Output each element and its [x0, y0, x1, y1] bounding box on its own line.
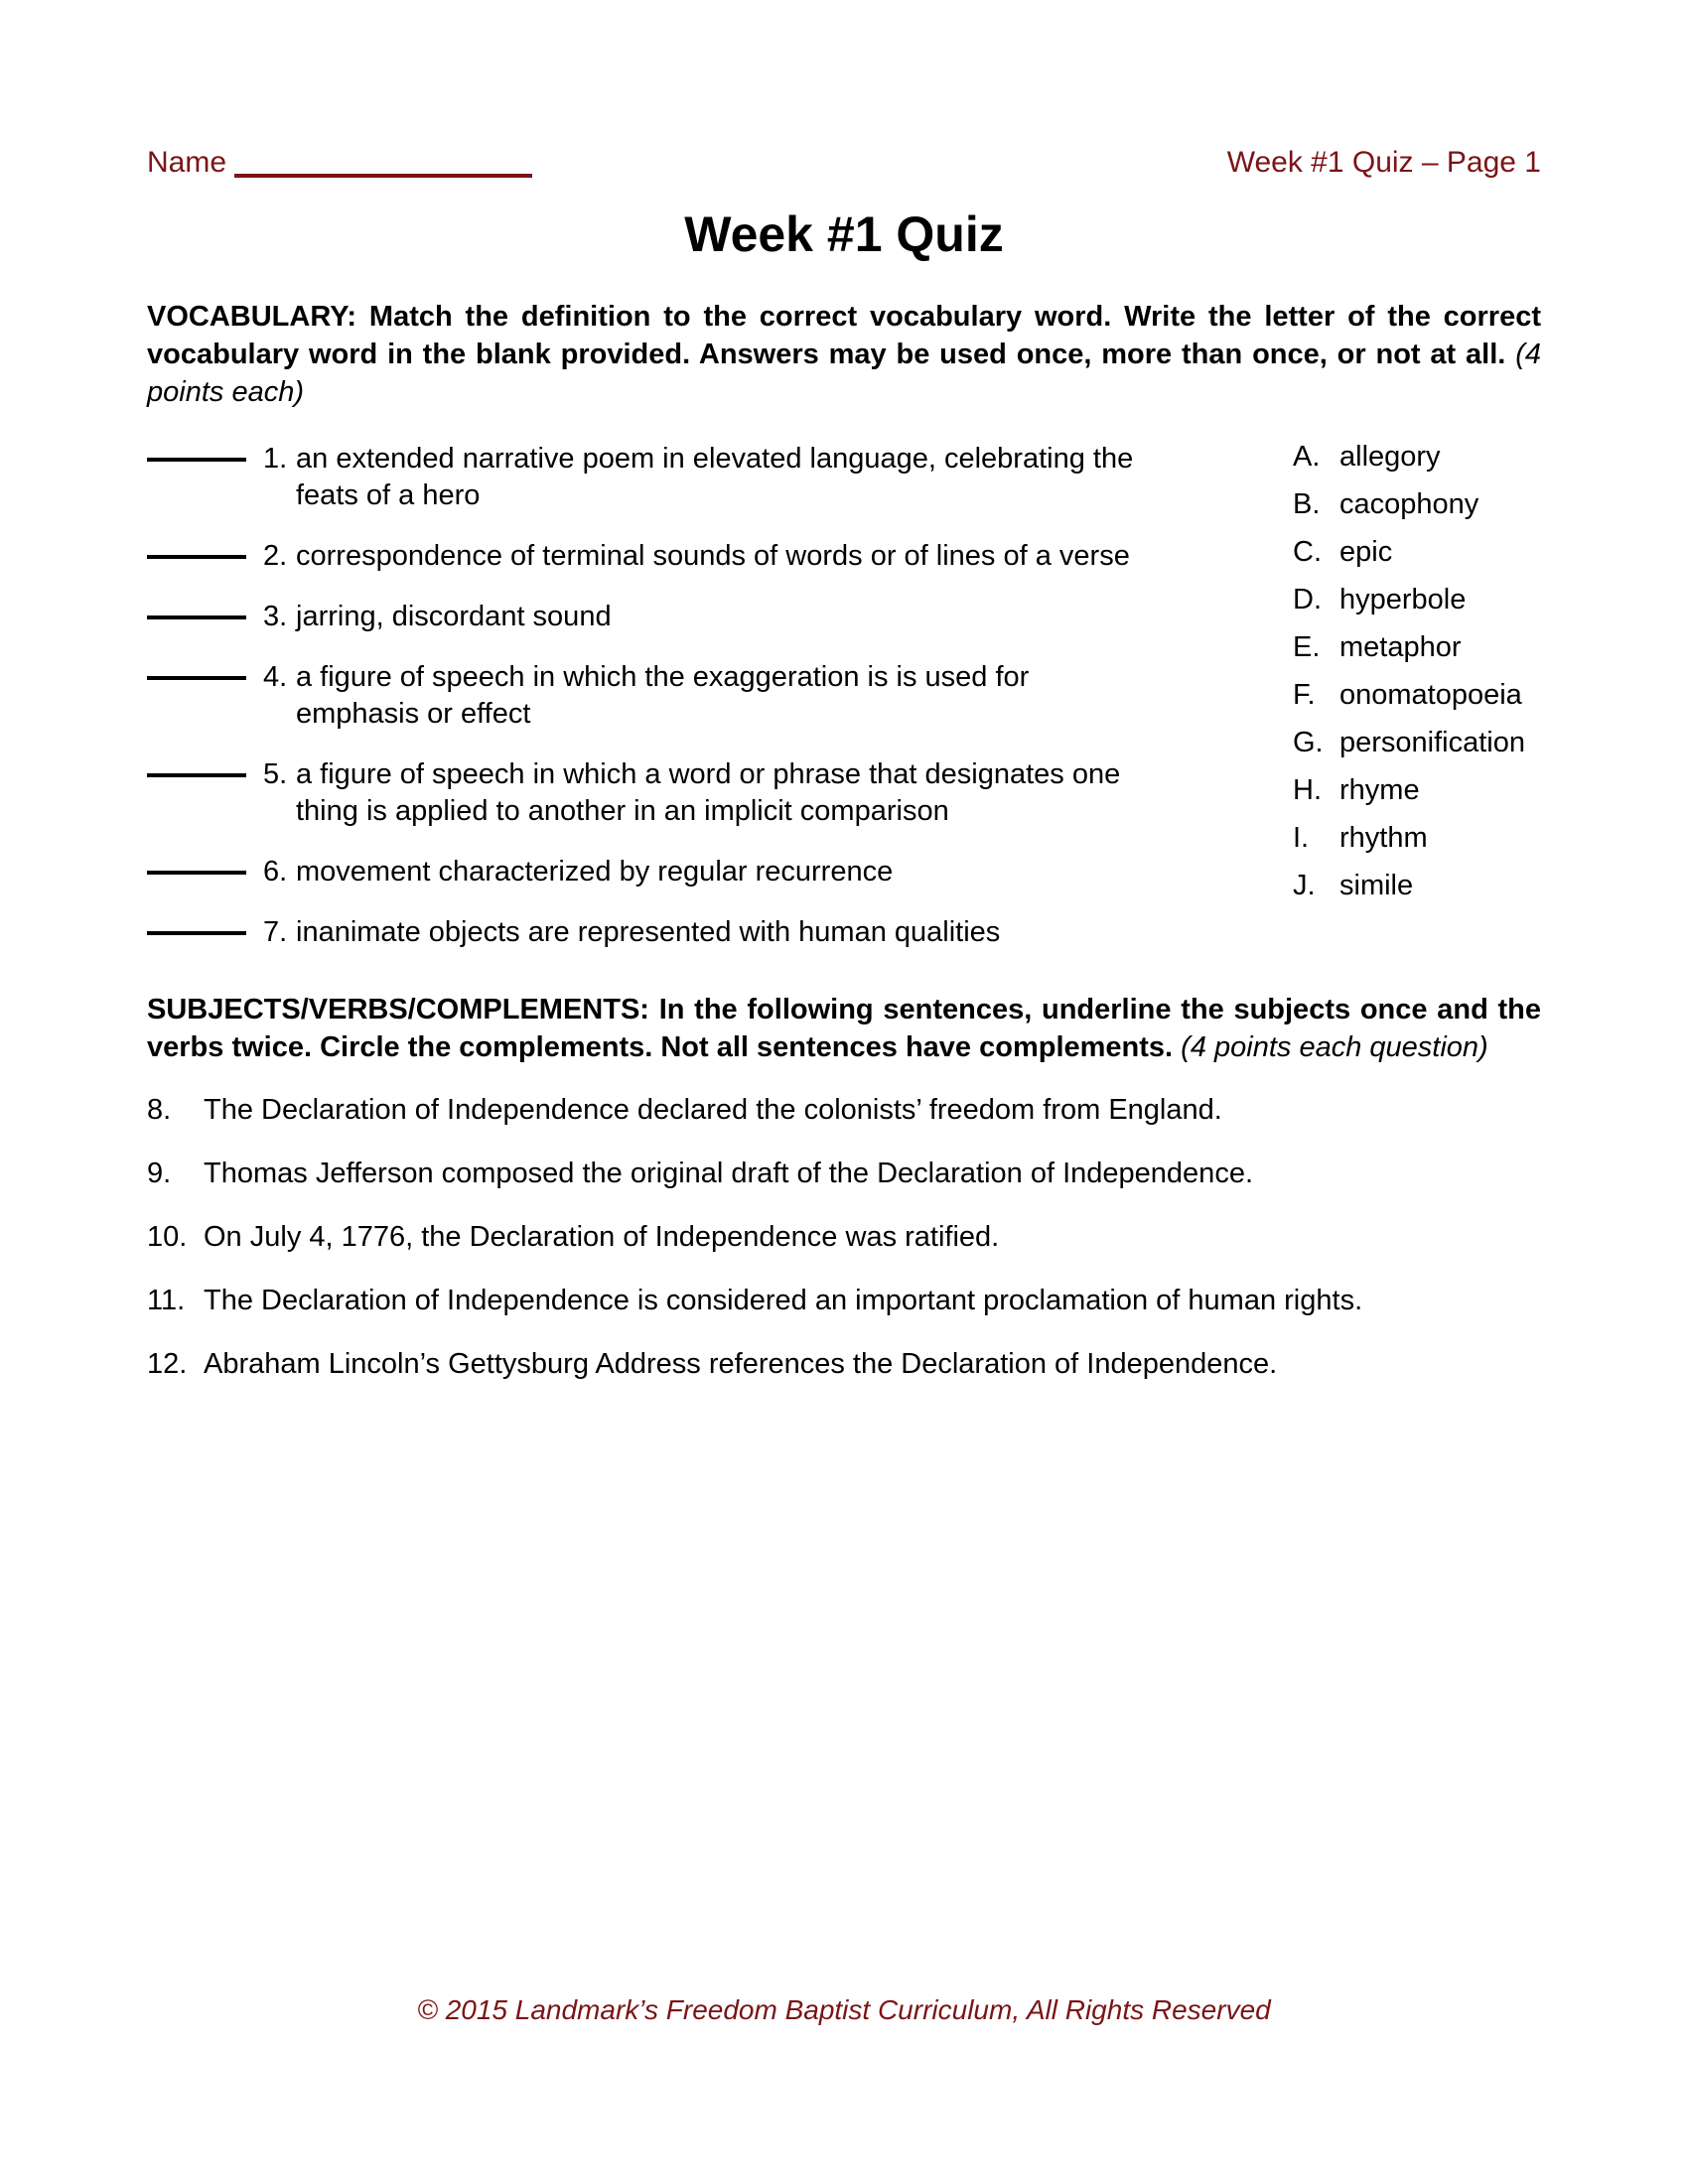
- matching-section: [147, 441, 1541, 975]
- word-bank-row-B: [1293, 490, 1541, 519]
- item-number: 4.: [263, 661, 288, 693]
- svc-points-note: (4 points each question): [1181, 1031, 1488, 1063]
- item-number: 6.: [263, 856, 288, 887]
- sentence-row-9: [147, 1156, 1541, 1192]
- svc-instructions-text: In the following sentences, underline the subjects once and the verbs twice. Circle the complements. Not all sentences have complements.: [147, 994, 1542, 1063]
- vocabulary-instructions-text: Match the definition to the correct vocabulary word. Write the letter of the correct vocabulary word in the blank provided. Answers may be used once, more than once, or not at all.: [147, 301, 1541, 370]
- sentence-row-10: [147, 1219, 1541, 1256]
- sentence-number: 11.: [147, 1285, 186, 1316]
- word-bank-row-I: [1293, 824, 1541, 853]
- svc-instructions: [147, 991, 1541, 1066]
- word-bank-row-D: [1293, 586, 1541, 614]
- word-bank-word: rhyme: [1339, 774, 1420, 806]
- item-number: 7.: [263, 916, 288, 948]
- definition-row-7: [147, 914, 1152, 951]
- sentence-number: 12.: [147, 1348, 188, 1380]
- definition-row-3: [147, 599, 1152, 635]
- definition-text: jarring, discordant sound: [296, 601, 612, 632]
- word-bank-row-F: [1293, 681, 1541, 710]
- word-bank-row-H: [1293, 776, 1541, 805]
- word-bank-row-E: [1293, 633, 1541, 662]
- name-label: Name: [147, 146, 227, 179]
- answer-blank-2[interactable]: [147, 538, 246, 559]
- word-bank-letter: I.: [1293, 822, 1310, 854]
- word-bank-word: cacophony: [1339, 488, 1479, 520]
- item-number: 1.: [263, 443, 288, 475]
- page-title: Week #1 Quiz: [684, 206, 1004, 262]
- sentence-text: The Declaration of Independence declared the colonists’ freedom from England.: [204, 1094, 1222, 1126]
- page-number-label: Week #1 Quiz – Page 1: [1226, 146, 1541, 179]
- word-bank-letter: F.: [1293, 679, 1316, 711]
- sentence-number: 8.: [147, 1094, 172, 1126]
- word-bank-letter: A.: [1293, 441, 1321, 473]
- sentence-row-11: [147, 1283, 1541, 1319]
- definitions-list: [147, 441, 1152, 975]
- word-bank-word: onomatopoeia: [1339, 679, 1522, 711]
- definition-text: a figure of speech in which the exaggeration is is used for emphasis or effect: [296, 661, 1030, 730]
- word-bank-word: allegory: [1339, 441, 1441, 473]
- svc-heading: SUBJECTS/VERBS/COMPLEMENTS:: [147, 994, 649, 1025]
- sentence-text: Abraham Lincoln’s Gettysburg Address references the Declaration of Independence.: [204, 1348, 1278, 1380]
- item-number: 3.: [263, 601, 288, 632]
- item-number: 2.: [263, 540, 288, 572]
- word-bank-letter: C.: [1293, 536, 1322, 568]
- word-bank-word: simile: [1339, 870, 1414, 901]
- sentence-row-8: [147, 1092, 1541, 1129]
- word-bank-row-J: [1293, 872, 1541, 900]
- word-bank: [1293, 441, 1541, 975]
- vocabulary-heading: VOCABULARY:: [147, 301, 357, 333]
- word-bank-letter: G.: [1293, 727, 1324, 758]
- word-bank-letter: J.: [1293, 870, 1316, 901]
- answer-blank-5[interactable]: [147, 756, 246, 777]
- definition-row-2: [147, 538, 1152, 575]
- answer-blank-6[interactable]: [147, 854, 246, 875]
- definition-row-5: [147, 756, 1152, 830]
- word-bank-letter: B.: [1293, 488, 1321, 520]
- sentence-text: On July 4, 1776, the Declaration of Independence was ratified.: [204, 1221, 1000, 1253]
- sentence-list: [147, 1092, 1541, 1383]
- definition-row-6: [147, 854, 1152, 890]
- sentence-number: 10.: [147, 1221, 188, 1253]
- definition-text: a figure of speech in which a word or phrase that designates one thing is applied to another in an implicit comparison: [296, 758, 1121, 827]
- sentence-text: The Declaration of Independence is considered an important proclamation of human rights.: [204, 1285, 1363, 1316]
- word-bank-word: personification: [1339, 727, 1525, 758]
- word-bank-row-C: [1293, 538, 1541, 567]
- word-bank-row-G: [1293, 729, 1541, 757]
- answer-blank-4[interactable]: [147, 659, 246, 680]
- sentence-row-12: [147, 1346, 1541, 1383]
- vocabulary-points-note: (4 points each): [147, 339, 1541, 408]
- word-bank-word: rhythm: [1339, 822, 1428, 854]
- page-header: [147, 145, 1541, 181]
- word-bank-word: hyperbole: [1339, 584, 1467, 615]
- definition-text: inanimate objects are represented with human qualities: [296, 916, 1001, 948]
- sentence-text: Thomas Jefferson composed the original draft of the Declaration of Independence.: [204, 1158, 1253, 1189]
- word-bank-letter: H.: [1293, 774, 1322, 806]
- definition-text: movement characterized by regular recurrence: [296, 856, 894, 887]
- definition-text: correspondence of terminal sounds of words or of lines of a verse: [296, 540, 1130, 572]
- name-field: [147, 145, 532, 181]
- definition-row-4: [147, 659, 1152, 733]
- answer-blank-1[interactable]: [147, 441, 246, 462]
- name-blank-line[interactable]: [234, 174, 532, 178]
- item-number: 5.: [263, 758, 288, 790]
- answer-blank-7[interactable]: [147, 914, 246, 935]
- word-bank-word: epic: [1339, 536, 1393, 568]
- definition-row-1: [147, 441, 1152, 514]
- word-bank-letter: E.: [1293, 631, 1321, 663]
- copyright-footer: © 2015 Landmark’s Freedom Baptist Curriculum, All Rights Reserved: [417, 1994, 1271, 2025]
- sentence-number: 9.: [147, 1158, 172, 1189]
- word-bank-row-A: [1293, 443, 1541, 472]
- answer-blank-3[interactable]: [147, 599, 246, 619]
- word-bank-word: metaphor: [1339, 631, 1462, 663]
- word-bank-letter: D.: [1293, 584, 1322, 615]
- vocabulary-instructions: [147, 298, 1541, 411]
- definition-text: an extended narrative poem in elevated language, celebrating the feats of a hero: [296, 443, 1134, 511]
